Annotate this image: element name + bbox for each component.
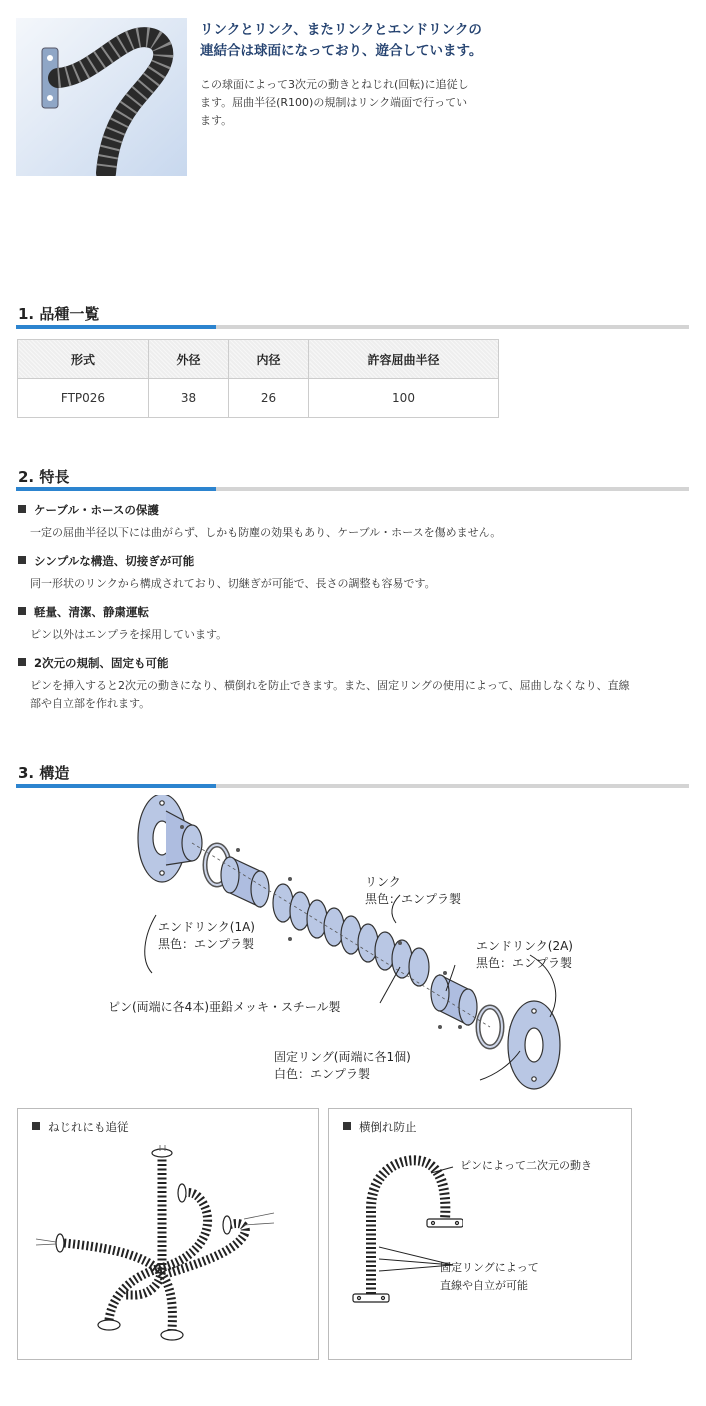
label-line: リンク (365, 875, 401, 889)
table-cell: FTP026 (18, 379, 149, 418)
label-line: 白色：エンプラ製 (274, 1067, 371, 1081)
feature-body (30, 575, 695, 593)
feature-heading (18, 502, 159, 518)
anti-tilt-illustration-box (328, 1108, 632, 1360)
table-header: 外径 (149, 340, 229, 379)
bullet-square-icon (18, 505, 26, 513)
label-line: 黒色：エンプラ製 (365, 892, 462, 906)
feature-body (30, 677, 695, 713)
table-cell: 26 (229, 379, 309, 418)
box-caption (343, 1119, 417, 1135)
note-2d-motion: ピンによって二次元の動き (460, 1159, 592, 1172)
feature-body-line: ピン以外はエンプラを採用しています。 (30, 628, 228, 641)
feature-body-line: 一定の屈曲半径以下には曲がらず、しかも防塵の効果もあり、ケーブル・ホースを傷めません。 (30, 526, 502, 539)
table-header: 形式 (18, 340, 149, 379)
label-end-link-1a (158, 919, 255, 953)
section-rule (16, 784, 689, 788)
feature-heading-text: ケーブル・ホースの保護 (34, 503, 159, 517)
label-line: 黒色：エンプラ製 (158, 937, 255, 951)
feature-heading-text: シンプルな構造、切接ぎが可能 (34, 554, 195, 568)
table-header: 内径 (229, 340, 309, 379)
feature-body (30, 524, 695, 542)
label-pin: ピン(両端に各4本)亜鉛メッキ・スチール製 (108, 1000, 341, 1014)
feature-heading (18, 655, 169, 671)
anti-tilt-illustration (343, 1139, 463, 1349)
twist-illustration (34, 1145, 304, 1345)
note-fixing-ring (440, 1259, 539, 1295)
bullet-square-icon (343, 1122, 351, 1130)
label-line: エンドリンク(2A) (476, 939, 573, 953)
feature-heading (18, 553, 194, 569)
end-flange-left (138, 795, 202, 882)
feature-body-line: 部や自立部を作れます。 (30, 697, 151, 710)
bullet-square-icon (18, 658, 26, 666)
feature-body-line: 同一形状のリンクから構成されており、切継ぎが可能で、長さの調整も容易です。 (30, 577, 436, 590)
spec-table (17, 339, 499, 418)
twist-illustration-box (17, 1108, 319, 1360)
section-rule (16, 487, 689, 491)
box-caption-text: ねじれにも追従 (48, 1120, 129, 1134)
feature-heading-text: 軽量、清潔、静粛運転 (34, 605, 149, 619)
label-line: 固定リング(両端に各1個) (274, 1050, 411, 1064)
intro-body-line: ます。屈曲半径(R100)の規制はリンク端面で行ってい (200, 96, 468, 109)
label-fixing-ring (274, 1049, 411, 1083)
box-caption (32, 1119, 129, 1135)
feature-heading-text: 2次元の規制、固定も可能 (34, 656, 169, 670)
box-caption-text: 横倒れ防止 (359, 1120, 417, 1134)
table-cell: 38 (149, 379, 229, 418)
feature-heading (18, 604, 149, 620)
product-photo (16, 18, 187, 176)
table-cell: 100 (309, 379, 499, 418)
note-line: 固定リングによって (440, 1261, 539, 1274)
intro-title-line: 連結合は球面になっており、遊合しています。 (200, 43, 483, 59)
bullet-square-icon (18, 556, 26, 564)
table-header-row (18, 340, 499, 379)
table-row (18, 379, 499, 418)
intro-title-line: リンクとリンク、またリンクとエンドリンクの (200, 22, 482, 38)
section-rule (16, 325, 689, 329)
intro-body (200, 76, 500, 130)
bullet-square-icon (18, 607, 26, 615)
table-header: 許容屈曲半径 (309, 340, 499, 379)
intro-body-line: ます。 (200, 114, 233, 127)
intro-body-line: この球面によって3次元の動きとねじれ(回転)に追従し (200, 78, 469, 91)
bullet-square-icon (32, 1122, 40, 1130)
section-title: 2. 特長 (18, 468, 70, 486)
feature-body (30, 626, 695, 644)
label-line: エンドリンク(1A) (158, 920, 255, 934)
label-end-link-2a (476, 938, 573, 972)
intro-title (200, 20, 500, 62)
label-line: 黒色：エンプラ製 (476, 956, 573, 970)
feature-body-line: ピンを挿入すると2次元の動きになり、横倒れを防止できます。また、固定リングの使用によって、屈曲しなくなり、直線 (30, 679, 630, 692)
section-title: 1. 品種一覧 (18, 305, 100, 323)
label-link (365, 874, 461, 908)
section-title: 3. 構造 (18, 764, 70, 782)
note-line: 直線や自立が可能 (440, 1279, 528, 1292)
